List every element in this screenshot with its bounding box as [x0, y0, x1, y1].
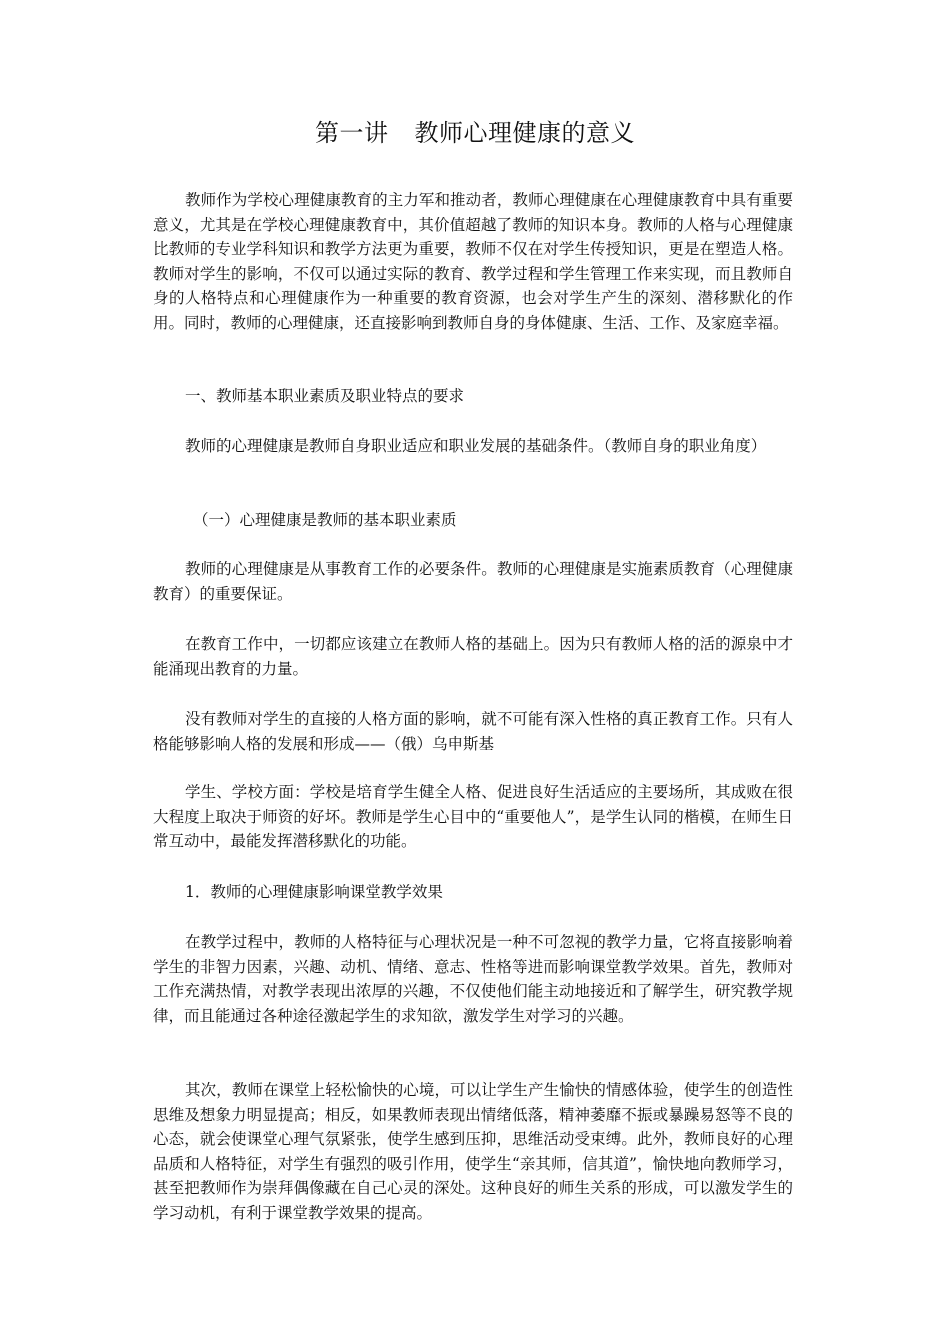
- document-title: [0, 116, 950, 150]
- paragraph-ushinsky-quote: 没有教师对学生的直接的人格方面的影响，就不可能有深入性格的真正教育工作。只有人格能够影响人格的发展和形成——（俄）乌申斯基: [153, 710, 793, 753]
- title-lecture-number: 第一讲: [315, 119, 389, 147]
- paragraph-school-aspect: 学生、学校方面：学校是培育学生健全人格、促进良好生活适应的主要场所，其成败在很大程度上取决于师资的好坏。教师是学生心目中的“重要他人”，是学生认同的楷模，在师生日常互动中，最能发挥潜移默化的功能。: [153, 783, 793, 850]
- section-heading-1: 一、教师基本职业素质及职业特点的要求: [185, 387, 465, 405]
- paragraph-teacher-personality: 在教育工作中，一切都应该建立在教师人格的基础上。因为只有教师人格的活的源泉中才能涌现出教育的力量。: [153, 635, 793, 678]
- paragraph-career-basis: 教师的心理健康是教师自身职业适应和职业发展的基础条件。（教师自身的职业角度）: [185, 437, 767, 455]
- numbered-heading-1: 1．教师的心理健康影响课堂教学效果: [185, 883, 443, 901]
- paragraph-classroom-mood: 其次，教师在课堂上轻松愉快的心境，可以让学生产生愉快的情感体验，使学生的创造性思维及想象力明显提高；相反，如果教师表现出情绪低落，精神萎靡不振或暴躁易怒等不良的心态，就会使课堂心理气氛紧张，使学生感到压抑，思维活动受束缚。此外，教师良好的心理品质和人格特征，对学生有强烈的吸引作用，使学生“亲其师，信其道”，愉快地向教师学习，甚至把教师作为崇拜偶像藏在自己心灵的深处。这种良好的师生关系的形成，可以激发学生的学习动机，有利于课堂教学效果的提高。: [153, 1081, 793, 1222]
- title-topic: 教师心理健康的意义: [414, 119, 635, 147]
- intro-paragraph: 教师作为学校心理健康教育的主力军和推动者，教师心理健康在心理健康教育中具有重要意义，尤其是在学校心理健康教育中，其价值超越了教师的知识本身。教师的人格与心理健康比教师的专业学科知识和教学方法更为重要，教师不仅在对学生传授知识，更是在塑造人格。教师对学生的影响，不仅可以通过实际的教育、教学过程和学生管理工作来实现，而且教师自身的人格特点和心理健康作为一种重要的教育资源，也会对学生产生的深刻、潜移默化的作用。同时，教师的心理健康，还直接影响到教师自身的身体健康、生活、工作、及家庭幸福。: [153, 191, 793, 332]
- paragraph-teaching-process: 在教学过程中，教师的人格特征与心理状况是一种不可忽视的教学力量，它将直接影响着学生的非智力因素，兴趣、动机、情绪、意志、性格等进而影响课堂教学效果。首先，教师对工作充满热情，对教学表现出浓厚的兴趣，不仅使他们能主动地接近和了解学生，研究教学规律，而且能通过各种途径激起学生的求知欲，激发学生对学习的兴趣。: [153, 933, 793, 1025]
- paragraph-necessary-condition: 教师的心理健康是从事教育工作的必要条件。教师的心理健康是实施素质教育（心理健康教育）的重要保证。: [153, 560, 793, 603]
- subsection-heading-1: （一）心理健康是教师的基本职业素质: [193, 511, 457, 529]
